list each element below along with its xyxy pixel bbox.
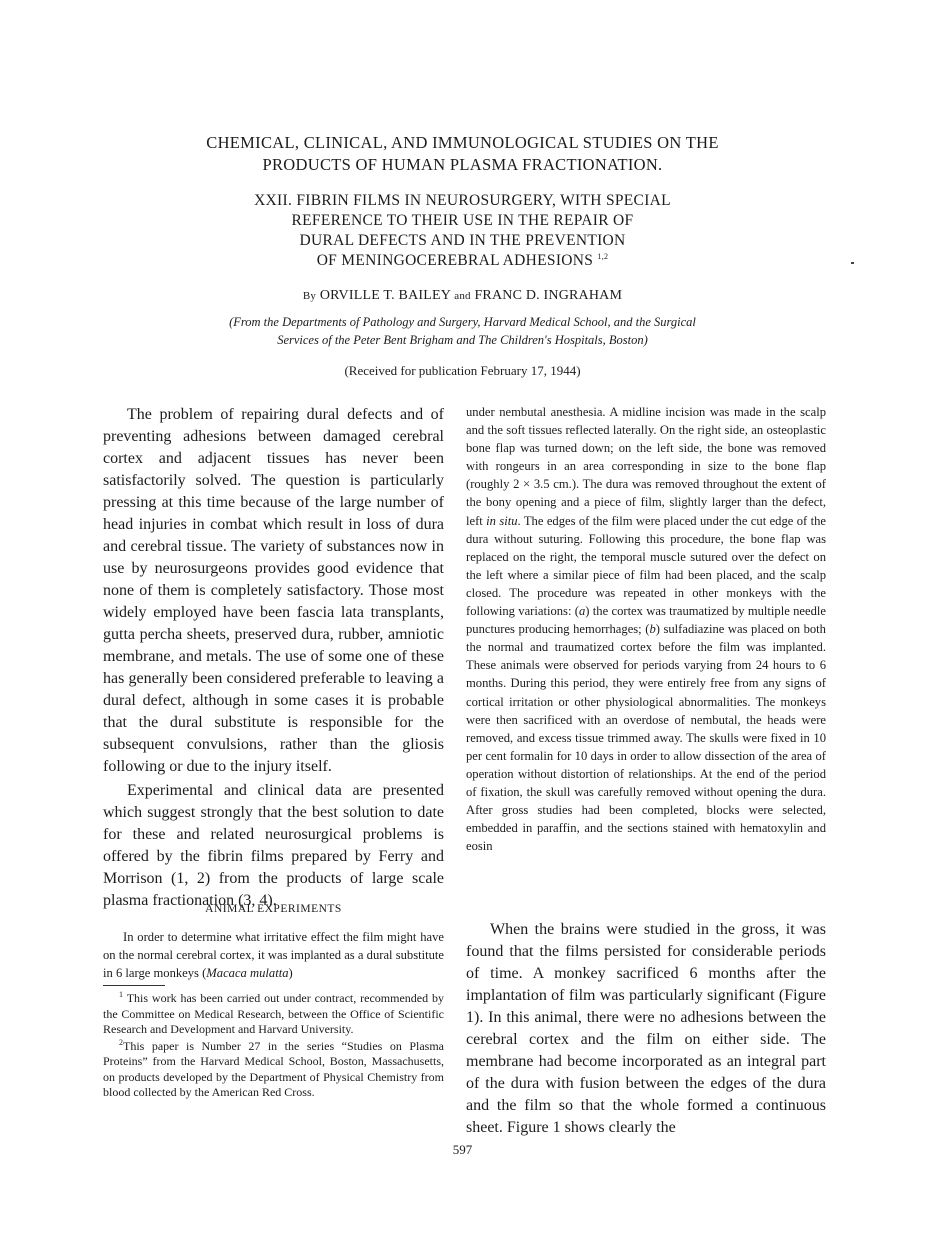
right-column-methods <box>466 403 826 855</box>
methods-in-situ: in situ <box>486 513 518 528</box>
affiliation-line-2: Services of the Peter Bent Brigham and The Children's Hospitals, Boston) <box>277 333 648 347</box>
animal-species: Macaca mulatta <box>206 966 289 981</box>
footnotes <box>103 991 444 1102</box>
animal-experiments-paragraph <box>103 928 444 982</box>
right-column-results <box>466 919 826 1139</box>
methods-text-c: ) the cortex was traumatized by multiple needle punctures producing hemorrhages; ( <box>466 604 826 637</box>
footnote-2 <box>103 1039 444 1101</box>
stray-mark <box>851 262 854 264</box>
subtitle-line-4-text: OF MENINGOCEREBRAL ADHESIONS <box>316 252 594 269</box>
methods-mark-a: a <box>578 604 586 619</box>
footnote-2-mark: 2 <box>119 1037 123 1047</box>
article-title-line-1: CHEMICAL, CLINICAL, AND IMMUNOLOGICAL STUDIES ON THE <box>206 133 719 152</box>
affiliation <box>0 313 925 349</box>
results-paragraph: When the brains were studied in the gross, it was found that the films persisted for considerable periods of time. A monkey sacrificed 6 months after the implantation of film was particularly significant (Figure 1). In this animal, there were no adhesions between the cerebral cortex and the film on either side. The membrane had become incorporated as an integral part of the dura with fusion between the edges of the dura and the film so that the whole formed a continuous sheet. Figure 1 shows clearly the <box>466 921 826 1136</box>
page-number: 597 <box>452 1142 473 1157</box>
methods-text-b: . The edges of the film were placed under the cut edge of the dura without suturing. Following this procedure, the bone flap was replaced on the right, the temporal muscle sutured over the defect on the left where a similar piece of film had been placed, and the scalp closed. The procedure was repeated in other monkeys with the following variations: ( <box>466 513 826 619</box>
footnote-2-text: This paper is Number 27 in the series “Studies on Plasma Proteins” from the Harvard Medical School, Boston, Massachusetts, on products developed by the Department of Physical Chemistry from blood collected by the American Red Cross. <box>103 1038 444 1099</box>
byline-by: By <box>302 290 317 302</box>
animal-p1-after: ) <box>288 966 293 981</box>
methods-text-d: ) sulfadiazine was placed on both the normal and traumatized cortex before the film was implanted. These animals were observed for periods varying from 24 hours to 6 months. During this period, they were entirely free from any signs of cortical irritation or other physiological abnormalities. The monkeys were then sacrificed with an overdose of nembutal, the heads were removed, and excess tissue trimmed away. The skulls were fixed in 10 per cent formalin for 10 days in order to allow dissection of the area of operation without distortion of relationships. At the end of the period of fixation, the skull was carefully removed without opening the dura. After gross studies had been completed, blocks were selected, embedded in paraffin, and the sections stained with hematoxylin and eosin <box>466 622 826 854</box>
methods-mark-b: b <box>649 622 656 637</box>
subtitle-line-1: XXII. FIBRIN FILMS IN NEUROSURGERY, WITH SPECIAL <box>254 192 671 209</box>
footnote-rule <box>103 985 165 986</box>
animal-paragraph-1 <box>103 928 444 982</box>
subtitle-line-2: REFERENCE TO THEIR USE IN THE REPAIR OF <box>291 212 634 229</box>
author-1: ORVILLE T. BAILEY <box>319 288 451 303</box>
footnote-1-mark: 1 <box>119 990 123 999</box>
subtitle-line-4 <box>0 251 925 271</box>
left-column-intro <box>103 404 444 912</box>
animal-p1-before: In order to determine what irritative effect the film might have on the normal cerebral cortex, it was implanted as a dural substitute in 6 large monkeys ( <box>103 930 444 981</box>
footnote-1-text: This work has been carried out under contract, recommended by the Committee on Medical Research, between the Office of Scientific Research and Development and Harvard University. <box>103 991 444 1036</box>
methods-text-a: under nembutal anesthesia. A midline incision was made in the scalp and the soft tissues reflected laterally. On the right side, an osteoplastic bone flap was turned down; on the left side, the bone was removed with rongeurs in an area corresponding in size to the bone flap (roughly 2 × 3.5 cm.). The dura was removed throughout the extent of the bony opening and a piece of film, slightly larger than the defect, left <box>466 405 826 528</box>
methods-paragraph <box>466 403 826 855</box>
article-subtitle <box>0 191 925 271</box>
subtitle-line-3: DURAL DEFECTS AND IN THE PREVENTION <box>299 232 626 249</box>
byline <box>0 288 925 304</box>
intro-paragraph-1: The problem of repairing dural defects and of preventing adhesions between damaged cerebral cortex and adjacent tissues has never been satisfactorily solved. The question is particularly pressing at this time because of the large number of head injuries in combat which result in loss of dura and cerebral tissue. The variety of substances now in use by neurosurgeons provides good evidence that none of them is completely satisfactory. Those most widely employed have been fascia lata transplants, gutta percha sheets, preserved dura, rubber, amniotic membrane, and metals. The use of some one of these has generally been considered preferable to leaving a dural defect, although in some cases it is probable that the dural substitute is responsible for the subsequent convulsions, rather than the gliosis following or due to the injury itself. <box>103 406 444 775</box>
article-title <box>0 132 925 176</box>
affiliation-line-1: (From the Departments of Pathology and Surgery, Harvard Medical School, and the Surgical <box>229 315 696 329</box>
section-heading: ANIMAL EXPERIMENTS <box>205 903 342 915</box>
subtitle-footnote-marks: 1,2 <box>597 251 609 261</box>
article-title-line-2: PRODUCTS OF HUMAN PLASMA FRACTIONATION. <box>262 155 663 174</box>
received-date: (Received for publication February 17, 1944) <box>344 363 581 378</box>
author-2: FRANC D. INGRAHAM <box>474 288 623 303</box>
intro-paragraph-2: Experimental and clinical data are presented which suggest strongly that the best solution to date for these and related neurosurgical problems is offered by the fibrin films prepared by Ferry and Morrison (1, 2) from the products of large scale plasma fractionation (3, 4). <box>103 782 444 909</box>
footnote-1 <box>103 991 444 1038</box>
byline-and: and <box>454 290 471 302</box>
